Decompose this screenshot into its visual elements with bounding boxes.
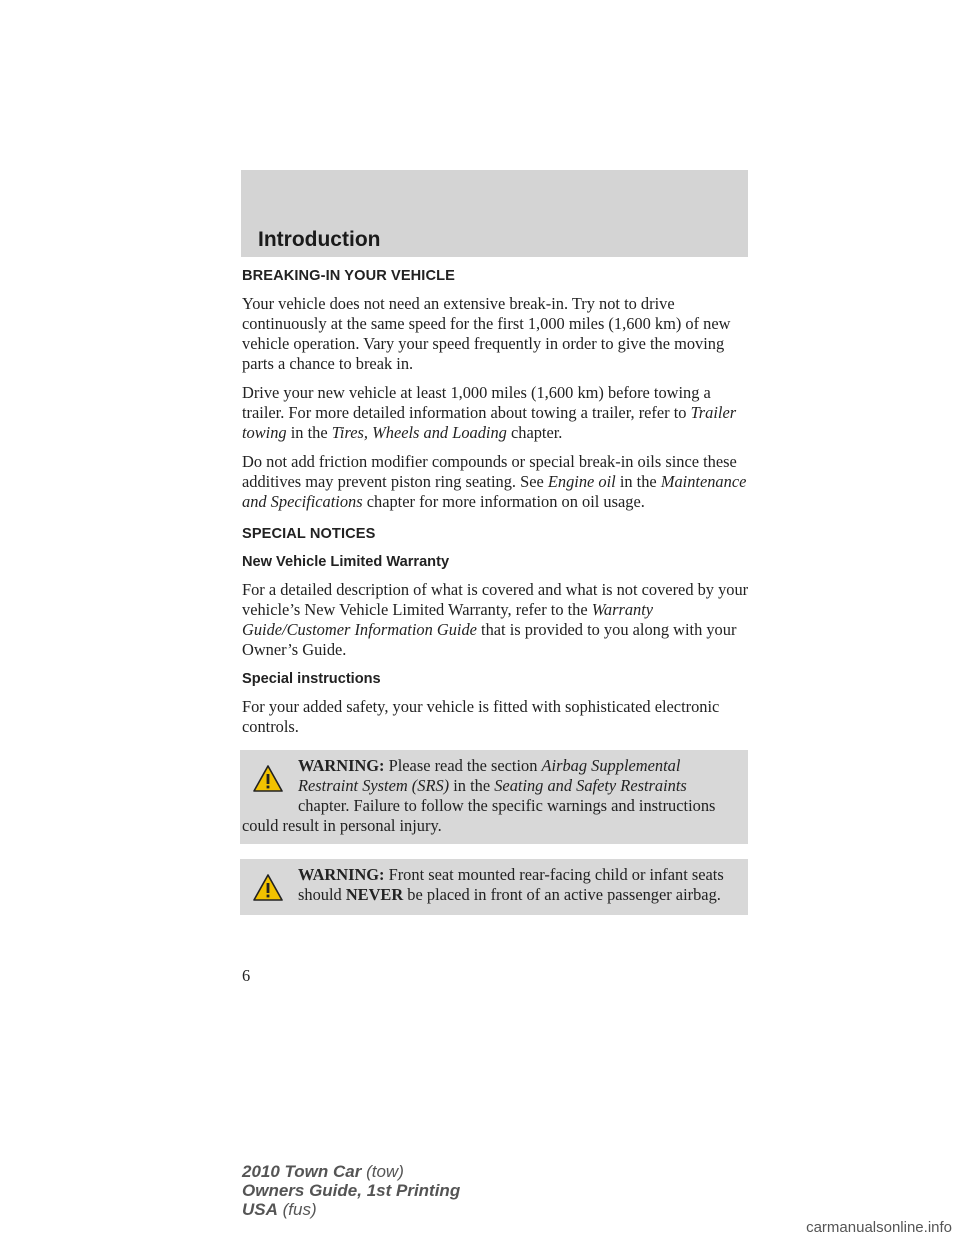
warning-label: WARNING: (298, 756, 385, 775)
warning-text (242, 865, 738, 905)
warning-text (242, 756, 738, 836)
site-watermark: carmanualsonline.info (806, 1219, 952, 1236)
text-run: be placed in front of an active passenger airbag. (403, 885, 721, 904)
paragraph-instructions: For your added safety, your vehicle is fitted with sophisticated electronic controls. (242, 697, 720, 736)
print-footer (242, 1162, 460, 1219)
section-heading-breaking-in: BREAKING-IN YOUR VEHICLE (242, 268, 455, 284)
text-run: chapter. (506, 423, 563, 442)
page-content (242, 266, 752, 915)
cross-reference: Trailer towing (242, 403, 737, 442)
warning-box-child-seat (240, 859, 748, 915)
paragraph-towing (242, 383, 752, 443)
emphasis: NEVER (345, 885, 404, 904)
text-run: Drive your new vehicle at least 1,000 miles (1,600 km) before towing a trailer. For more detailed information about towing a trailer, refer to (242, 383, 711, 422)
cross-reference: Engine oil (547, 472, 616, 491)
chapter-header-band (241, 170, 748, 257)
text-run: chapter for more information on oil usage. (362, 492, 645, 511)
text-run: in the (615, 472, 661, 491)
footer-line: Owners Guide, 1st Printing (242, 1181, 461, 1200)
warning-triangle-icon (252, 873, 284, 903)
section-heading-special-notices: SPECIAL NOTICES (242, 526, 376, 542)
text-run: Do not add friction modifier compounds or special break-in oils since these additives may prevent piston ring seating. See (242, 452, 737, 491)
warning-box-airbag (240, 750, 748, 844)
footer-market: USA (242, 1200, 278, 1219)
cross-reference: Airbag Supplemental Restraint System (SRS) (298, 756, 681, 795)
footer-code: (tow) (361, 1162, 404, 1181)
text-run: chapter. Failure to follow the specific warnings and instructions could result in personal injury. (242, 796, 716, 835)
warning-label: WARNING: (298, 865, 385, 884)
paragraph-break-in: Your vehicle does not need an extensive break-in. Try not to drive continuously at the same speed for the first 1,000 miles (1,600 km) of new vehicle operation. Vary your speed frequently in order to give the moving parts a chance to break in. (242, 294, 731, 373)
chapter-title: Introduction (258, 228, 381, 251)
footer-line (242, 1162, 460, 1181)
cross-reference: Warranty Guide/Customer Information Guide (242, 600, 654, 639)
text-run: For a detailed description of what is covered and what is not covered by your vehicle’s New Vehicle Limited Warranty, refer to the (242, 580, 749, 619)
paragraph-oil (242, 452, 752, 512)
page-number: 6 (242, 966, 251, 985)
subheading-special-instructions: Special instructions (242, 671, 381, 687)
cross-reference: Seating and Safety Restraints (494, 776, 687, 795)
cross-reference: Maintenance and Specifications (242, 472, 747, 511)
text-run: Front seat mounted rear-facing child or infant seats should (298, 865, 724, 904)
footer-line (242, 1200, 460, 1219)
footer-code: (fus) (277, 1200, 317, 1219)
cross-reference: Tires, Wheels and Loading (331, 423, 507, 442)
text-run: that is provided to you along with your Owner’s Guide. (242, 620, 737, 659)
text-run: in the (286, 423, 332, 442)
footer-model: 2010 Town Car (242, 1162, 362, 1181)
subheading-warranty: New Vehicle Limited Warranty (242, 554, 450, 570)
paragraph-warranty (242, 580, 752, 660)
text-run: in the (449, 776, 495, 795)
text-run: Please read the section (384, 756, 542, 775)
warning-triangle-icon (252, 764, 284, 794)
